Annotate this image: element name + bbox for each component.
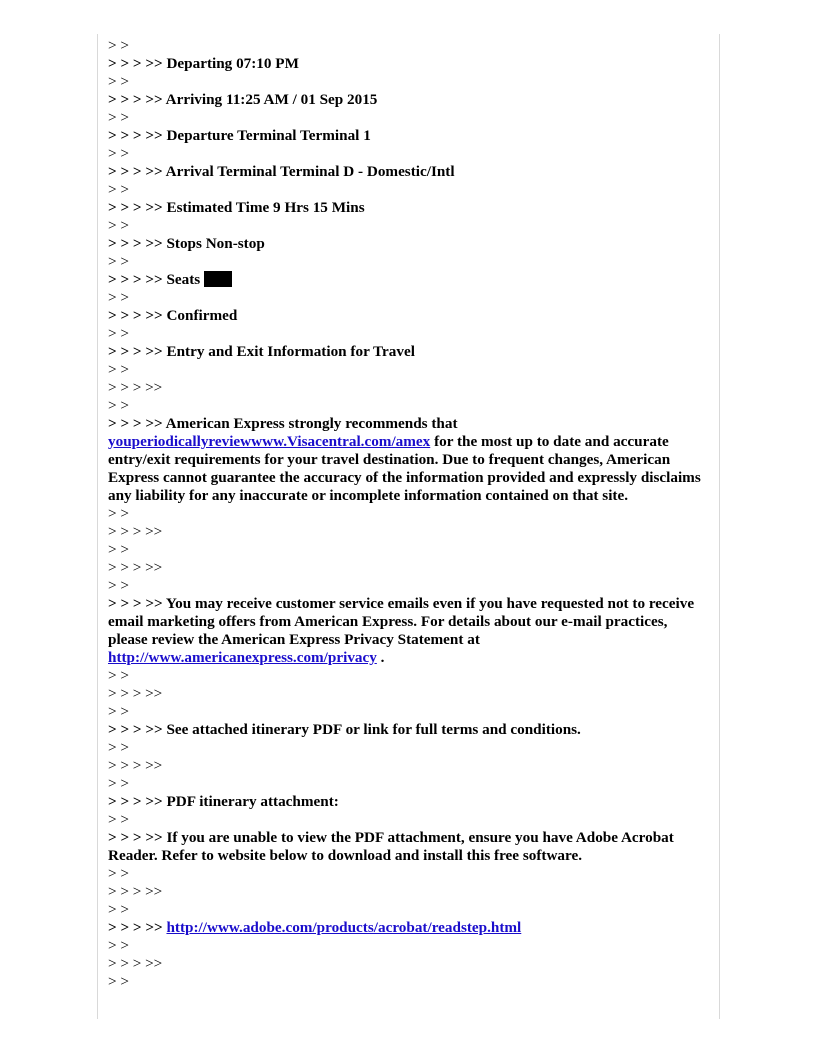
confirmed-line: > > > >> Confirmed <box>108 307 238 324</box>
quote-marker: > > <box>108 325 129 342</box>
departing-line: > > > >> Departing 07:10 PM <box>108 55 299 72</box>
amex-recommendation-paragraph <box>108 415 708 505</box>
empty-quote-line: > > > >> <box>108 955 163 972</box>
quote-marker: > > <box>108 397 129 414</box>
entry-exit-heading: > > > >> Entry and Exit Information for Travel <box>108 343 415 360</box>
empty-quote-line: > > > >> <box>108 379 163 396</box>
redacted-seat-box <box>204 271 232 287</box>
departure-terminal-line: > > > >> Departure Terminal Terminal 1 <box>108 127 371 144</box>
quote-marker: > > <box>108 181 129 198</box>
adobe-reader-link[interactable]: http://www.adobe.com/products/acrobat/readstep.html <box>166 919 522 936</box>
quote-marker: > > <box>108 667 129 684</box>
empty-quote-line: > > > >> <box>108 883 163 900</box>
service-emails-text: > > > >> You may receive customer service emails even if you have requested not to receive email marketing offers from American Express. For details about our e-mail practices, please review the American Express Privacy Statement at <box>108 595 698 648</box>
estimated-time-line: > > > >> Estimated Time 9 Hrs 15 Mins <box>108 199 365 216</box>
quote-marker: > > <box>108 901 129 918</box>
quote-marker: > > <box>108 73 129 90</box>
quote-marker: > > <box>108 217 129 234</box>
adobe-note-paragraph: > > > >> If you are unable to view the PDF attachment, ensure you have Adobe Acrobat Reader. Refer to website below to download and install this free software. <box>108 829 678 864</box>
stops-line: > > > >> Stops Non-stop <box>108 235 265 252</box>
amex-disclaimer-text: for the most up to date and accurate entry/exit requirements for your travel destination. Due to frequent changes, American Express cannot guarantee the accuracy of the information provided and expressly disclaims any liability for any inaccurate or incomplete information contained on that site. <box>108 433 705 504</box>
arrival-terminal-line: > > > >> Arrival Terminal Terminal D - Domestic/Intl <box>108 163 455 180</box>
email-body <box>108 37 708 991</box>
quote-marker: > > <box>108 739 129 756</box>
privacy-statement-link[interactable]: http://www.americanexpress.com/privacy <box>108 649 377 666</box>
seats-label: > > > >> Seats <box>108 271 205 288</box>
amex-intro-text: > > > >> American Express strongly recommends that <box>108 415 458 432</box>
see-attached-line: > > > >> See attached itinerary PDF or link for full terms and conditions. <box>108 721 581 738</box>
privacy-tail-text: . <box>376 649 385 666</box>
quote-marker: > > <box>108 505 129 522</box>
quote-marker: > > <box>108 109 129 126</box>
pdf-attachment-line: > > > >> PDF itinerary attachment: <box>108 793 339 810</box>
adobe-link-prefix: > > > >> <box>108 919 167 936</box>
page-frame-left <box>97 34 98 1019</box>
quote-marker: > > <box>108 253 129 270</box>
service-emails-paragraph <box>108 595 708 667</box>
quote-marker: > > <box>108 577 129 594</box>
quote-marker: > > <box>108 289 129 306</box>
quote-marker: > > <box>108 703 129 720</box>
empty-quote-line: > > > >> <box>108 523 163 540</box>
quote-marker: > > <box>108 37 129 54</box>
quote-marker: > > <box>108 541 129 558</box>
adobe-link-line <box>108 919 708 937</box>
quote-marker: > > <box>108 865 129 882</box>
visacentral-link[interactable]: youperiodicallyreviewwww.Visacentral.com/amex <box>108 433 431 450</box>
empty-quote-line: > > > >> <box>108 559 163 576</box>
quote-marker: > > <box>108 361 129 378</box>
empty-quote-line: > > > >> <box>108 685 163 702</box>
arriving-line: > > > >> Arriving 11:25 AM / 01 Sep 2015 <box>108 91 378 108</box>
quote-marker: > > <box>108 145 129 162</box>
page-frame-right <box>719 34 720 1019</box>
empty-quote-line: > > > >> <box>108 757 163 774</box>
quote-marker: > > <box>108 973 129 990</box>
quote-marker: > > <box>108 775 129 792</box>
seats-line <box>108 271 708 289</box>
quote-marker: > > <box>108 811 129 828</box>
quote-marker: > > <box>108 937 129 954</box>
